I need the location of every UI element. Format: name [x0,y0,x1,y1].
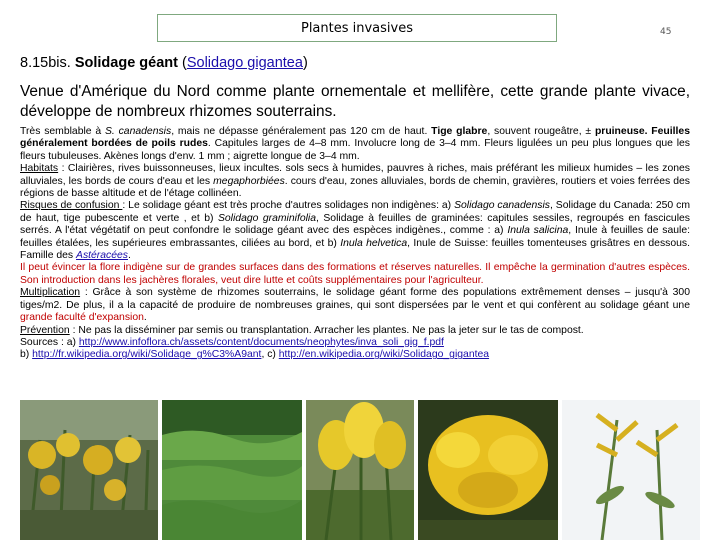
source-link-a[interactable]: http://www.infoflora.ch/assets/content/documents/neophytes/inva_soli_gig_f.pdf [78,336,444,348]
header-box [157,14,557,42]
intro-paragraph: Venue d'Amérique du Nord comme plante ornementale et mellifère, cette grande plante vivace, développe de nombreux rhizomes souterrains. [20,83,690,120]
text-run: . Capitules larges de 4–8 mm. Involucre long de 3–4 mm. Fleurs ligulées un peu plus longues que les fleurs tubuleuses. Akènes longs d'env. 1 mm ; aigrette longue de 3–4 mm. [20,138,690,162]
source-link-c[interactable]: http://en.wikipedia.org/wiki/Solidago_gigantea [278,349,490,361]
text-run: Tige glabre [431,126,488,137]
text-run: , souvent rougeâtre, ± [487,126,595,137]
text-run: Inula helvetica [340,237,408,249]
multiplication-paragraph [20,287,690,324]
text-run: : Grâce à son système de rhizomes souterrains, le solidage géant forme des populations extrêmement denses – jusqu'à 300 tiges/m2. De plus, il a la capacité de produire de nombreuses graines, qui sont dispersées par le vent et qui confèrent au solidage géant une [20,287,690,311]
text-run: . [128,250,131,262]
photo-dense-green-stand [162,400,302,540]
page-number: 45 [660,27,672,37]
text-run: Inula salicina [507,225,569,237]
photo-stem-sky [562,400,700,540]
text-run: . [143,312,147,324]
description-paragraph [20,126,690,163]
species-common-name: Solidage géant [74,55,178,71]
description-body [20,126,690,362]
close-paren: ) [302,55,308,71]
text-run: grande faculté d'expansion [20,312,144,324]
header-title: Plantes invasives [300,21,414,36]
section-heading [20,55,308,71]
text-run: b) [20,349,33,361]
photo-plants-in-garden [20,400,158,540]
asteracees-link[interactable]: Astéracées [76,250,128,262]
open-paren: ( [177,55,187,71]
source-link-b[interactable]: http://fr.wikipedia.org/wiki/Solidage_g%C3%A9ant [32,349,262,361]
sources-paragraph-2 [20,349,690,361]
text-run: Sources : a) [20,336,79,348]
text-run: megaphorbiées [213,175,285,187]
text-run: , Inule de Suisse: feuilles tomenteuses grisâtres en dessous. Famille des [20,237,690,262]
text-run: S. canadensis [104,126,172,137]
text-run: : Ne pas la disséminer par semis ou transplantation. Arracher les plantes. Ne pas la jeter sur le tas de compost. [69,324,584,336]
text-run: : Clairières, rives buissonneuses, lieux incultes. sols secs à humides, pauvres à riches, mais préférant les milieux humides – les zones alluviales, les bords de cours d'eau et les [20,163,690,187]
text-run: Solidago graminifolia [217,212,317,224]
prevention-label: Prévention [20,324,70,336]
text-run: , Inule à feuilles de saule: feuilles étalées, les supérieures embrassantes, ciliées au bord, et b) [20,225,690,249]
photo-yellow-panicles [306,400,414,540]
text-run: , c) [261,349,279,361]
habitats-paragraph [20,163,690,200]
text-run: , mais ne dépasse généralement pas 120 cm de haut. [171,126,432,137]
photo-flower-closeup [418,400,558,540]
species-latin-link[interactable]: Solidago gigantea [186,55,303,71]
confusion-label: Risques de confusion [20,200,123,212]
text-run: : Le solidage géant est très proche d'autres solidages non indigènes: a) [122,200,455,212]
section-number: 8.15bis. [20,55,71,71]
text-run: , Solidage du Canada: 250 cm de haut, tige pubescente et verte , et b) [20,200,690,224]
text-run: Très semblable à [20,126,105,137]
text-run: pruineuse. Feuilles généralement bordées de poils rudes [20,126,690,150]
confusion-paragraph [20,200,690,262]
multiplication-label: Multiplication [20,287,81,299]
habitats-label: Habitats [20,163,59,175]
risk-paragraph: Il peut évincer la flore indigène sur de grandes surfaces dans des formations et réserves naturelles. Il empêche la germination d'autres espèces. Son introduction dans les jachères florales, veut dire lutte et coûts supplémentaires pour l'agriculteur. [20,262,690,286]
text-run: Solidago canadensis [454,200,550,212]
text-run: . cours d'eau, zones alluviales, bords de chemin, gravières, routiers et voies ferrées des régions de basse altitude et de l'étage collinéen. [20,175,690,200]
sources-paragraph [20,337,690,349]
text-run: , Solidage à feuilles de graminées: capitules sessiles, regroupés en fascicules serrés. A l'état végétatif on peut confondre le solidage géant avec des espèces indigènes., comme : a) [20,212,690,237]
prevention-paragraph [20,325,690,337]
